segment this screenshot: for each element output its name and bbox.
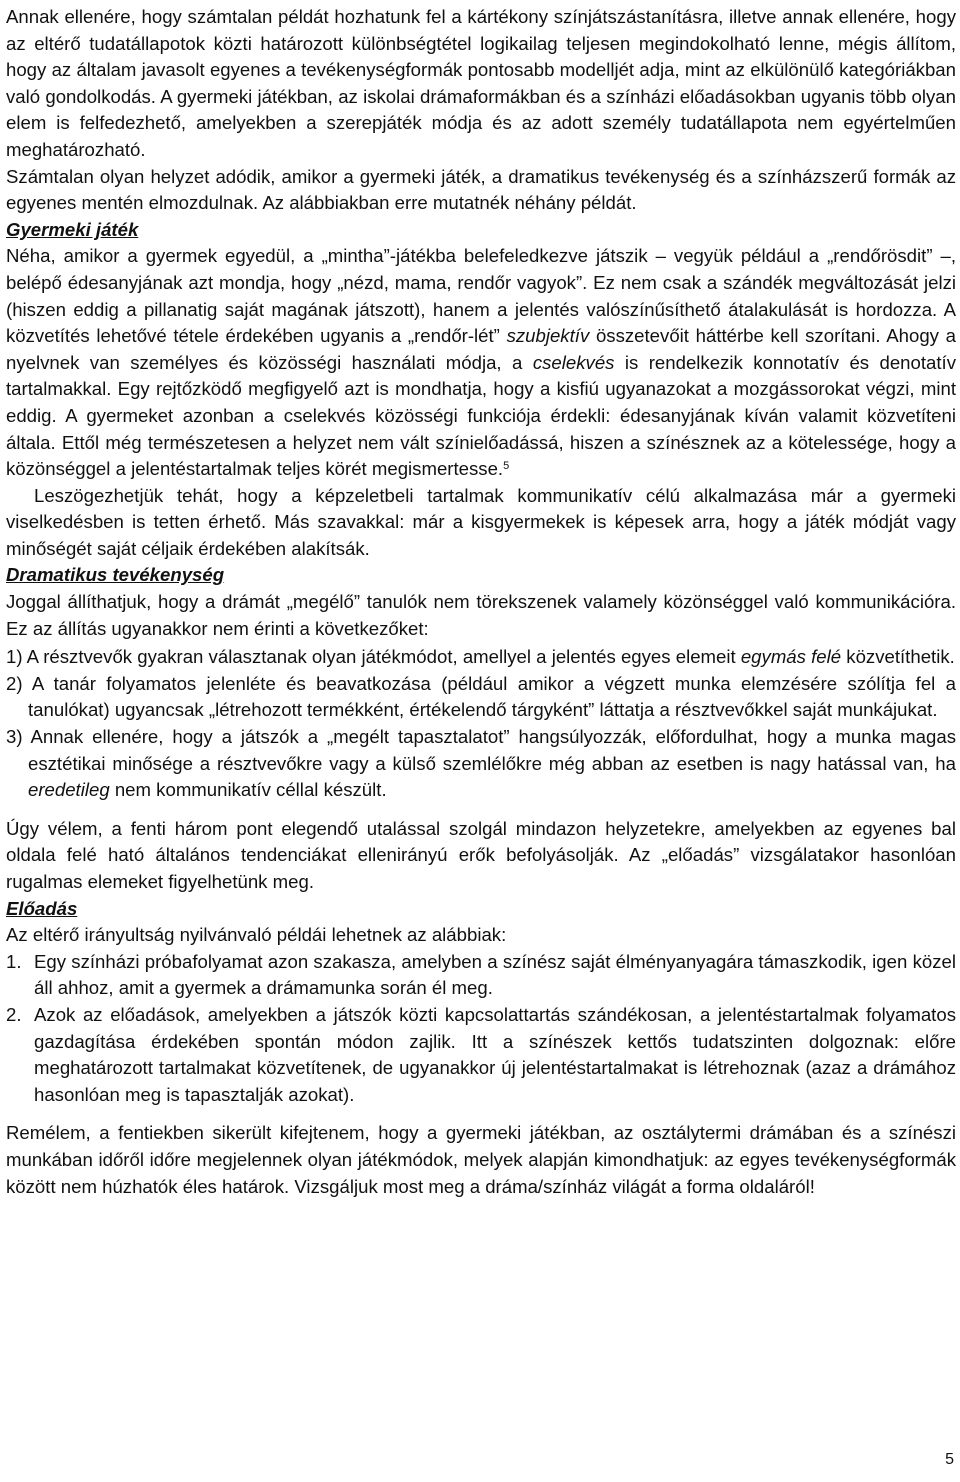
emphasis-text: szubjektív: [506, 325, 590, 347]
heading-dramatic-activity: Dramatikus tevékenység: [6, 564, 225, 586]
paragraph-performance-intro: Az eltérő irányultság nyilvánvaló példái lehetnek az alábbiak:: [6, 924, 507, 946]
paragraph-intro: Annak ellenére, hogy számtalan példát hozhatunk fel a kártékony színjátszástanításra, illetve annak ellenére, hogy az eltérő tudatállapotok közti határozott különbségtétel logikailag teljesen megindokolható lenne, mégis állítom, hogy az általam javasolt egyenes a tevékenységformák pontosabb modelljét adja, mint az elkülönülő kategóriákban való gondolkodás. A gyermeki játékban, az iskolai drámaformákban és a színházi előadásokban ugyanis több olyan elem is felfedezhető, amelyekben a szerepjáték módja és az adott személy tudatállapota nem egyértelműen meghatározható.: [6, 6, 956, 160]
numbered-list: [6, 949, 956, 1109]
text-segment: közvetíthetik.: [846, 646, 955, 668]
text-segment: is rendelkezik konnotatív és denotatív tartalmakkal. Egy rejtőzködő megfigyelő azt is mondhatja, hogy a kisfiú ugyanazokat a mozgássorokat végzi, mint eddig. A gyermeket azonban a cselekvés közösségi funkciója érdekli: édesanyjának kíván valamit közvetíteni általa. Ettől még természetesen a helyzet nem vált színielőadássá, hiszen a színésznek az a kötelessége, hogy a közönséggel a jelentéstartalmak teljes körét megismertesse.: [6, 351, 957, 480]
list-item-3: [6, 724, 956, 804]
list-item: [6, 949, 956, 1002]
emphasis-text: cselekvés: [532, 351, 615, 373]
list-text: Azok az előadások, amelyekben a játszók közti kapcsolattartás szándékosan, a jelentéstartalmak folyamatos gazdagítása érdekében spontán módon zajlik. Itt a színészek kettős tudatszinten dolgoznak: előre meghatározott tartalmakat közvetítenek, de ugyanakkor új jelentéstartalmakat is létrehoznak (azaz a drámához hasonlóan meg is tapasztalják azokat).: [34, 1003, 956, 1105]
paragraph-situations: Számtalan olyan helyzet adódik, amikor a gyermeki játék, a dramatikus tevékenység és a színházszerű formák az egyenes mentén elmozdulnak. Az alábbiakban erre mutatnék néhány példát.: [6, 165, 956, 214]
list-number: 2.: [6, 1003, 22, 1025]
heading-children-play: Gyermeki játék: [6, 218, 139, 240]
list-item-1: [6, 644, 956, 671]
paragraph-children-play: [6, 243, 956, 482]
footnote-marker: 5: [503, 460, 510, 473]
paragraph-dramatic-conclusion: Úgy vélem, a fenti három pont elegendő utalással szolgál mindazon helyzetekre, amelyekben az egyenes bal oldala felé ható általános tendenciákat ellenirányú erők befolyásolják. Az „előadás” vizsgálatakor hasonlóan rugalmas elemeket figyelhetünk meg.: [6, 817, 956, 892]
list-number: 1.: [6, 950, 22, 972]
heading-performance: Előadás: [6, 897, 78, 919]
list-text: Egy színházi próbafolyamat azon szakasza, amelyben a színész saját élményanyagára támaszkodik, igen közel áll ahhoz, amit a gyermek a drámamunka során él meg.: [34, 950, 956, 999]
text-segment: Néha, amikor a gyermek egyedül, a „mintha”-játékba belefeledkezve játszik – vegyük például a „rendőrösdit” –, belépő édesanyjának azt mondja, hogy „nézd, mama, rendőr vagyok”. Ez nem csak a szándék megváltozását jelzi (hiszen eddig a pillanatig saját magának játszott), hanem a jelentés valószínűsíthető átalakulását is hordozza. A közvetítés lehetővé tétele érdekében ugyanis a „rendőr-lét”: [6, 245, 956, 347]
text-segment: 1) A résztvevők gyakran választanak olyan játékmódot, amellyel a jelentés egyes elemeit: [6, 646, 736, 668]
text-segment: nem kommunikatív céllal készült.: [114, 779, 387, 801]
text-segment: összetevőit háttérbe kell szorítani. Ahogy a nyelvnek van személyes és közösségi használati módja, a: [6, 325, 956, 373]
paragraph-closing: Remélem, a fentiekben sikerült kifejtenem, hogy a gyermeki játékban, az osztálytermi drámában és a színészi munkában időről időre megjelennek olyan játékmódok, melyek alapján kimondhatjuk: az egyes tevékenységformák között nem húzhatók éles határok. Vizsgáljuk most meg a dráma/színház világát a forma oldaláról!: [6, 1122, 956, 1197]
list-item: [6, 1002, 956, 1108]
paragraph-children-conclusion: Leszögezhetjük tehát, hogy a képzeletbeli tartalmak kommunikatív célú alkalmazása már a gyermeki viselkedésben is tetten érhető. Más szavakkal: már a kisgyermekek is képesek arra, hogy a játék módját vagy minőségét saját céljaik érdekében alakítsák.: [6, 484, 956, 559]
paragraph-dramatic-intro: Joggal állíthatjuk, hogy a drámát „megélő” tanulók nem törekszenek valamely közönséggel való kommunikációra. Ez az állítás ugyanakkor nem érinti a következőket:: [6, 591, 956, 639]
text-segment: 3) Annak ellenére, hogy a játszók a „megélt tapasztalatot” hangsúlyozzák, előfordulhat, hogy a munka magas esztétikai minősége a résztvevőkre vagy a külső szemlélőkre még abban az esetben is nagy hatással van, ha: [6, 726, 956, 774]
page-number: 5: [945, 1451, 954, 1469]
emphasis-text: eredetileg: [28, 779, 110, 801]
emphasis-text: egymás felé: [740, 646, 842, 668]
list-item-2: 2) A tanár folyamatos jelenléte és beavatkozása (például amikor a végzett munka elemzésére szólítja fel a tanulókat) ugyancsak „létrehozott termékként, értékelendő tárgyként” láttatja a résztvevőkkel saját munkájukat.: [6, 672, 956, 721]
document-page: [6, 0, 956, 1200]
